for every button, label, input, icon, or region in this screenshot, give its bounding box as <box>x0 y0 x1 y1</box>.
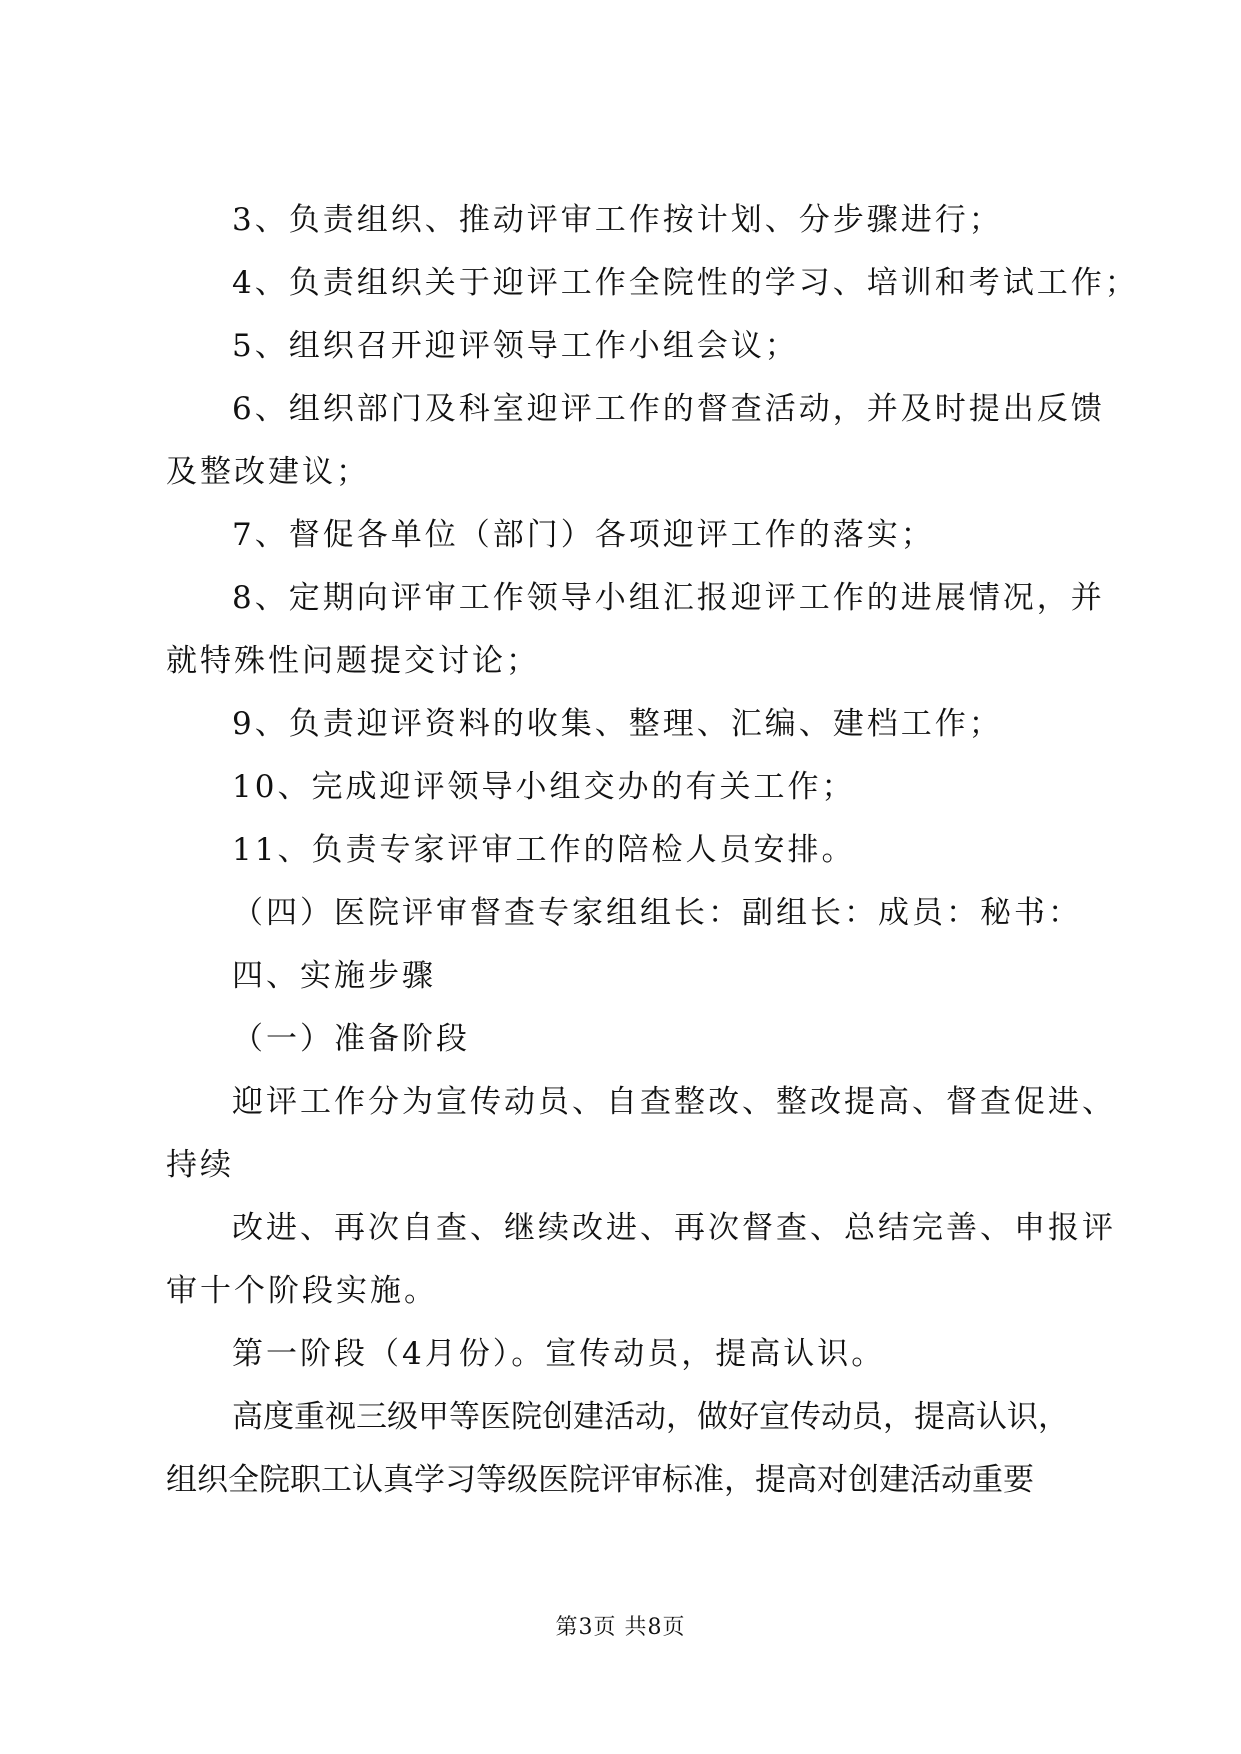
paragraph-line: 改进、再次自查、继续改进、再次督查、总结完善、申报评 <box>232 1210 1116 1246</box>
paragraph-line: 7、督促各单位（部门）各项迎评工作的落实； <box>232 517 935 553</box>
paragraph-line: 5、组织召开迎评领导工作小组会议； <box>232 328 799 364</box>
paragraph-line: 组织全院职工认真学习等级医院评审标准，提高对创建活动重要 <box>166 1462 1034 1498</box>
paragraph-line: 10、完成迎评领导小组交办的有关工作； <box>232 769 856 805</box>
paragraph-line: 4、负责组织关于迎评工作全院性的学习、培训和考试工作； <box>232 265 1139 301</box>
paragraph-line: 3、负责组织、推动评审工作按计划、分步骤进行； <box>232 202 1003 238</box>
paragraph-line: 持续 <box>166 1147 234 1183</box>
paragraph-line: 及整改建议； <box>166 454 370 490</box>
paragraph-line: 9、负责迎评资料的收集、整理、汇编、建档工作； <box>232 706 1003 742</box>
section-heading: 四、实施步骤 <box>232 958 436 994</box>
paragraph-line: 8、定期向评审工作领导小组汇报迎评工作的进展情况，并 <box>232 580 1105 616</box>
section-heading: （一）准备阶段 <box>232 1021 470 1057</box>
paragraph-line: 就特殊性问题提交讨论； <box>166 643 540 679</box>
paragraph-line: 审十个阶段实施。 <box>166 1273 438 1309</box>
section-heading: （四）医院评审督查专家组组长：副组长：成员：秘书： <box>232 895 1082 931</box>
body-text <box>166 202 1139 1528</box>
paragraph-line: 迎评工作分为宣传动员、自查整改、整改提高、督查促进、 <box>232 1084 1116 1120</box>
paragraph-line: 第一阶段（4月份）。宣传动员，提高认识。 <box>232 1336 886 1372</box>
paragraph-line: 6、组织部门及科室迎评工作的督查活动，并及时提出反馈 <box>232 391 1105 427</box>
page-number: 第3页 共8页 <box>555 1615 686 1640</box>
paragraph-line: 高度重视三级甲等医院创建活动，做好宣传动员，提高认识， <box>232 1399 1069 1435</box>
paragraph-line: 11、负责专家评审工作的陪检人员安排。 <box>232 832 856 868</box>
